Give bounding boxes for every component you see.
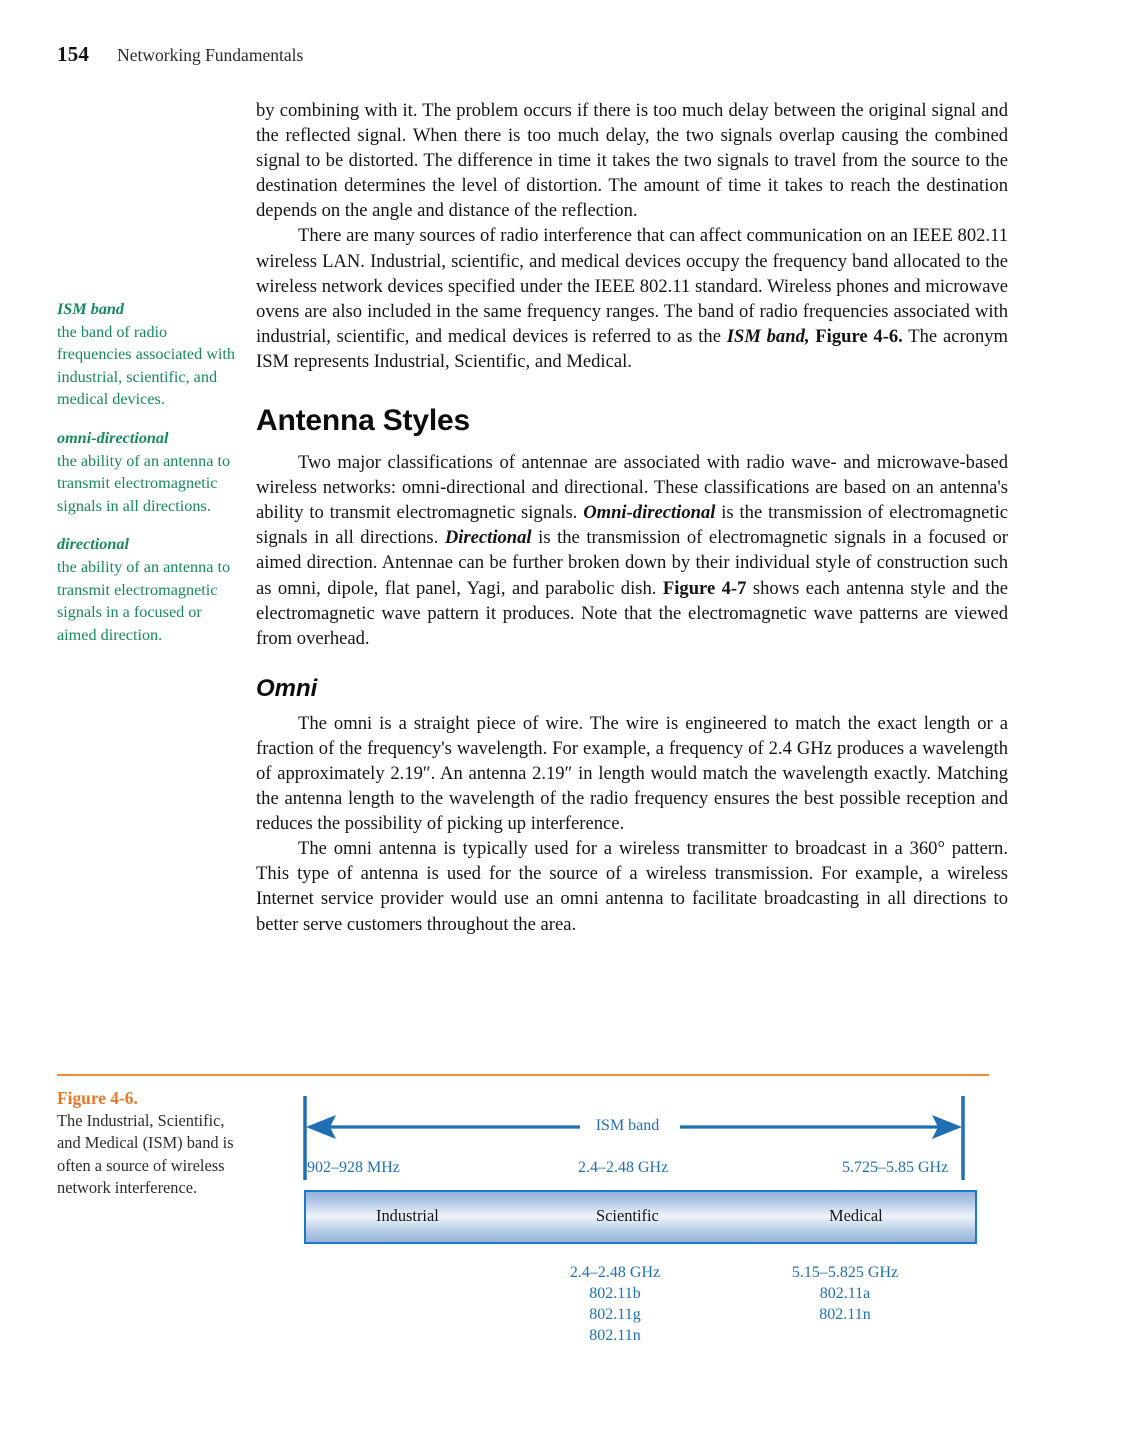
paragraph-radio-interference (256, 223, 1008, 374)
paragraph-text: by combining with it. The problem occurs if there is too much delay between the original signal and the reflected signal. When there is too much delay, the two signals overlap causing the combined signal to be distorted. The difference in time it takes the two signals to travel from the source to the destination determines the level of distortion. The amount of time it takes to reach the destination depends on the angle and distance of the reflection. (256, 100, 1008, 222)
wireless-standards-columns (290, 1262, 970, 1362)
figure-caption-text: The Industrial, Scientific, and Medical (ISM) band is often a source of wireless network interference. (57, 1110, 234, 1198)
ism-band-label-text: ISM band (588, 1117, 668, 1134)
paragraph-text: There are many sources of radio interference that can affect communication on an IEEE 802.11 wireless LAN. Industrial, scientific, and medical devices occupy the frequency band allocated to the wireless network devices specified under the IEEE 802.11 standard. Wireless phones and microwave ovens are also included in the same frequency ranges. The band of radio frequencies associated with industrial, scientific, and medical devices is referred to as the (256, 225, 1008, 347)
heading-omni: Omni (256, 674, 318, 702)
paragraph-text: Two major classifications of antennae are associated with radio wave- and microwave-based wireless networks: omni-directional and directional. These classifications are based on an antenna's ability to transmit electromagnetic signals. (256, 452, 1008, 524)
glossary-term: directional (57, 535, 129, 554)
glossary-definition: the ability of an antenna to transmit electromagnetic signals in a focused or aimed direction. (57, 557, 231, 644)
ism-band-bar (304, 1190, 977, 1244)
figure-divider-rule (57, 1074, 989, 1076)
paragraph-reflection-delay (256, 98, 1008, 223)
figure-reference-4-7: Figure 4-7 (662, 577, 747, 599)
ism-band-label (290, 1117, 965, 1135)
frequency-label-right: 5.725–5.85 GHz (842, 1159, 949, 1176)
figure-caption (57, 1087, 239, 1200)
figure-number: Figure 4-6. (57, 1088, 138, 1108)
paragraph-omni-broadcast (256, 836, 1008, 936)
paragraph-omni-wire (256, 711, 1008, 836)
glossary-definition: the band of radio frequencies associated with industrial, scientific, and medical devices. (57, 322, 235, 409)
band-segment-scientific: Scientific (596, 1206, 659, 1225)
running-head (57, 42, 303, 67)
glossary-entry-directional (57, 533, 235, 646)
paragraph-antenna-classifications (256, 450, 1008, 651)
standard-item: 802.11n (589, 1327, 641, 1344)
standard-item: 802.11n (819, 1306, 871, 1323)
main-text-column (256, 98, 1008, 937)
running-head-title: Networking Fundamentals (117, 45, 304, 65)
standard-item: 802.11g (589, 1306, 641, 1323)
glossary-entry-omni-directional (57, 427, 235, 517)
frequency-label-left: 902–928 MHz (307, 1159, 400, 1176)
band-segment-medical: Medical (829, 1206, 883, 1225)
inline-term-ism-band: ISM band, (726, 325, 810, 347)
standards-column-5ghz (770, 1262, 920, 1325)
paragraph-text: is the transmission of electromagnetic signals in all directions. (256, 502, 1008, 549)
glossary-definition: the ability of an antenna to transmit electromagnetic signals in all directions. (57, 451, 231, 515)
standards-range: 5.15–5.825 GHz (791, 1264, 899, 1281)
paragraph-text: The acronym ISM represents Industrial, Scientific, and Medical. (256, 325, 1009, 372)
frequency-label-row (290, 1159, 970, 1181)
figure-4-6-diagram (290, 1090, 990, 1390)
heading-antenna-styles: Antenna Styles (256, 404, 470, 438)
standards-column-2-4ghz (540, 1262, 690, 1346)
paragraph-text: The omni is a straight piece of wire. The wire is engineered to match the exact length or a fraction of the frequency's wavelength. For example, a frequency of 2.4 GHz produces a wavelength of approximately 2.19″. An antenna 2.19″ in length would match the wavelength exactly. Matching the antenna length to the wavelength of the radio frequency ensures the best possible reception and reduces the possibility of picking up interference. (256, 712, 1008, 835)
standard-item: 802.11a (819, 1285, 871, 1302)
glossary-term: ISM band (57, 300, 125, 318)
inline-term-omni-directional: Omni-directional (583, 502, 716, 524)
band-segment-industrial: Industrial (376, 1206, 439, 1225)
figure-reference-4-6: Figure 4-6. (815, 325, 903, 347)
inline-term-directional: Directional (444, 527, 532, 549)
glossary-entry-ism-band (57, 298, 235, 411)
frequency-label-middle: 2.4–2.48 GHz (578, 1159, 669, 1176)
glossary-term: omni-directional (57, 428, 169, 447)
paragraph-text: The omni antenna is typically used for a wireless transmitter to broadcast in a 360° pattern. This type of antenna is used for the source of a wireless transmission. For example, a wireless Internet service provider would use an omni antenna to facilitate broadcasting in all directions to better serve customers throughout the area. (256, 838, 1008, 935)
glossary-sidebar (57, 298, 235, 662)
page-number: 154 (57, 42, 90, 66)
paragraph-text: is the transmission of electromagnetic signals in a focused or aimed direction. Antennae can be further broken down by their individual style of construction such as omni, dipole, flat panel, Yagi, and parabolic dish. (256, 527, 1009, 599)
standard-item: 802.11b (589, 1285, 641, 1302)
standards-range: 2.4–2.48 GHz (569, 1264, 661, 1281)
paragraph-text: shows each antenna style and the electromagnetic wave pattern it produces. Note that the electromagnetic wave patterns are viewed from overhead. (256, 577, 1008, 649)
